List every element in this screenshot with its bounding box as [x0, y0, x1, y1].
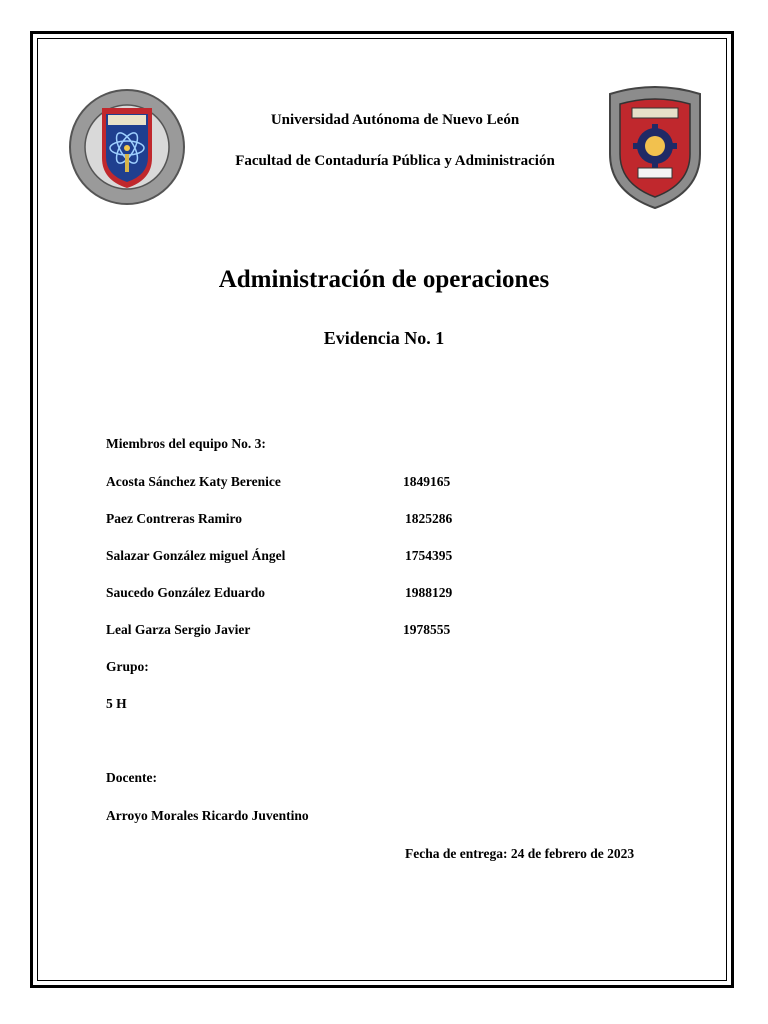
uanl-seal-icon: [68, 88, 186, 206]
member-name: Leal Garza Sergio Javier: [106, 622, 251, 637]
faculty-name: Facultad de Contaduría Pública y Administración: [235, 153, 555, 169]
team-label: Miembros del equipo No. 3:: [106, 436, 266, 451]
member-name: Acosta Sánchez Katy Berenice: [106, 474, 281, 489]
facpya-crest-icon: [604, 84, 706, 212]
member-id: 1849165: [403, 474, 451, 489]
delivery-date: Fecha de entrega: 24 de febrero de 2023: [405, 846, 635, 861]
teacher-name: Arroyo Morales Ricardo Juventino: [106, 808, 309, 823]
member-name: Salazar González miguel Ángel: [106, 548, 286, 563]
course-title: Administración de operaciones: [218, 266, 550, 293]
member-id: 1754395: [405, 548, 453, 563]
teacher-label: Docente:: [106, 770, 157, 785]
member-name: Saucedo González Eduardo: [106, 585, 266, 600]
member-name: Paez Contreras Ramiro: [106, 511, 242, 526]
member-id: 1988129: [405, 585, 453, 600]
group-value: 5 H: [106, 696, 127, 711]
evidence-title: Evidencia No. 1: [323, 328, 445, 348]
university-name: Universidad Autónoma de Nuevo León: [270, 112, 520, 128]
member-id: 1825286: [405, 511, 453, 526]
member-id: 1978555: [403, 622, 451, 637]
group-label: Grupo:: [106, 659, 149, 674]
